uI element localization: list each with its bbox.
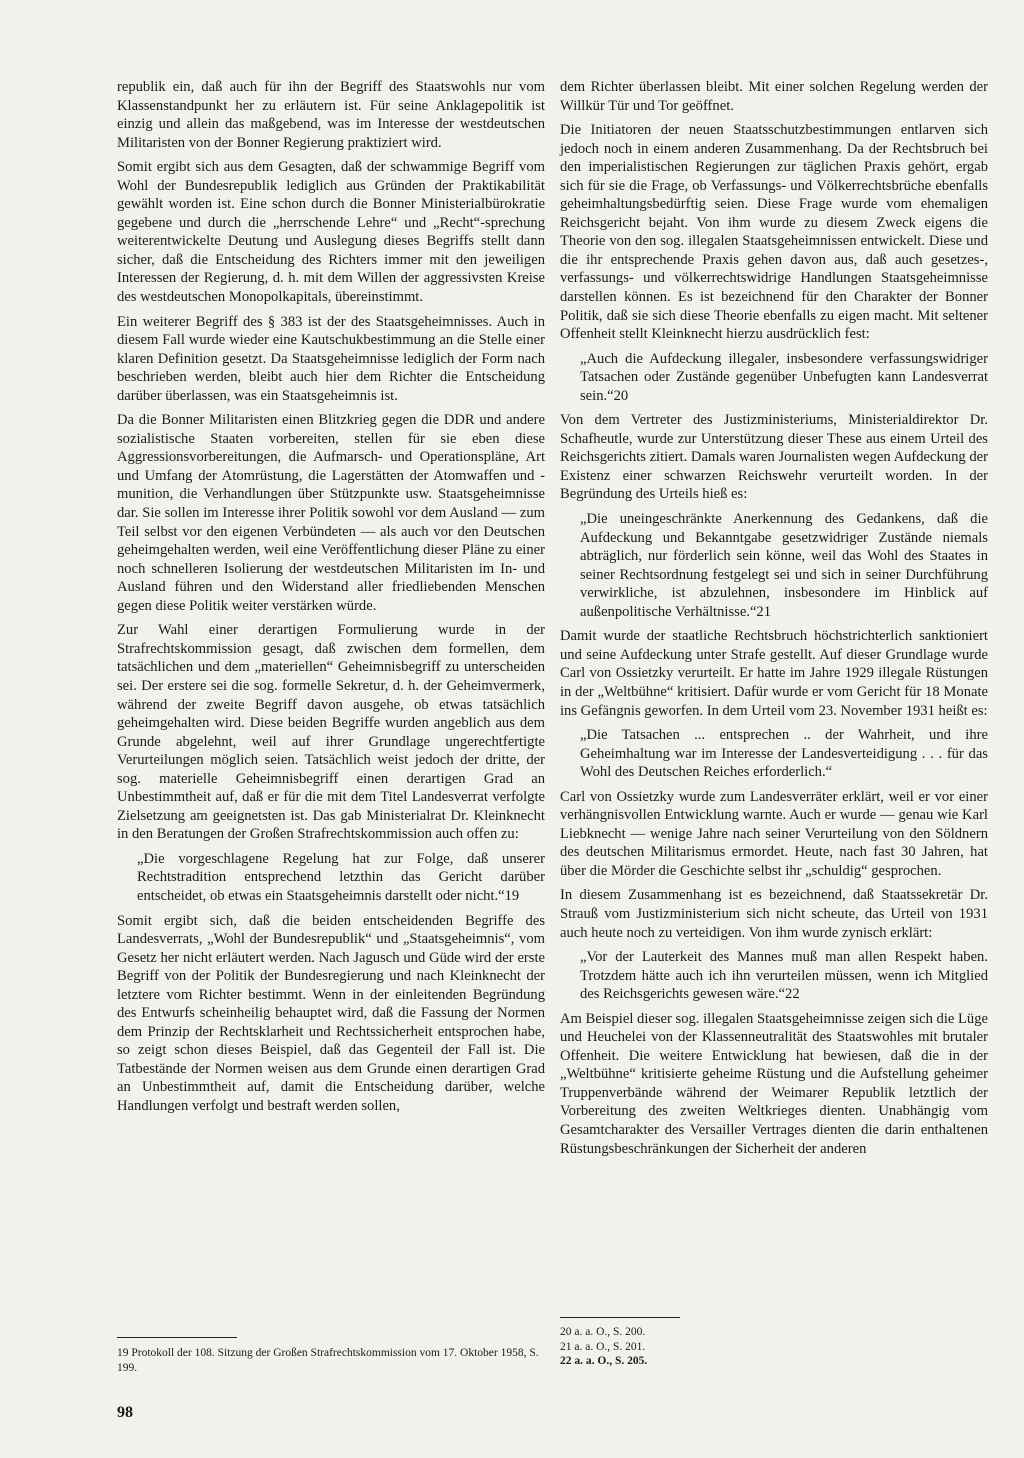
footnote: 19 Protokoll der 108. Sitzung der Großen Strafrechtskommission vom 17. Oktober 1958, S. 199. bbox=[117, 1347, 539, 1374]
block-quote: „Die Tatsachen ... entsprechen .. der Wahrheit, und ihre Geheimhaltung war im Interesse der Landesverteidigung . . . für das Wohl des Deutschen Reiches erforderlich.“ bbox=[580, 727, 988, 781]
block-quote: „Die uneingeschränkte Anerkennung des Gedankens, daß die Aufdeckung und Bekanntgabe gesetzwidriger Zustände niemals abträglich, nur förderlich sein könne, weil das Wohl des Staates in seiner Rechtsordnung festgelegt sei und sich in seiner Durchführung verwirkliche, ist abzulehnen, insbesondere im Hinblick auf außenpolitische Verhältnisse.“21 bbox=[580, 511, 988, 620]
left-column bbox=[117, 78, 545, 1122]
paragraph: Somit ergibt sich, daß die beiden entscheidenden Begriffe des Landesverrats, „Wohl der Bundesrepublik“ und „Staatsgeheimnis“, vom Gesetz her nicht erläutert werden. Nach Jagusch und Güde wird der erste Begriff von der Politik der Bundesregierung und nach Kleinknecht der letztere vom Richter bestimmt. Wenn in der einleitenden Begründung des Entwurfs scheinheilig behauptet wird, daß die Fassung der Normen dem Prinzip der Rechtsklarheit und Rechtssicherheit entsprochen habe, so zeigt schon dieses Beispiel, daß das Gegenteil der Fall ist. Die Tatbestände der Normen weisen aus dem Grunde einen derartigen Grad an Unbestimmtheit auf, damit die Entscheidung darüber, welche Handlungen verfolgt und bestraft werden sollen, bbox=[117, 912, 545, 1114]
paragraph: In diesem Zusammenhang ist es bezeichnend, daß Staatssekretär Dr. Strauß vom Justizministerium sich nicht scheute, das Urteil von 1931 auch heute noch zu verteidigen. Von ihm wurde zynisch erklärt: bbox=[560, 887, 988, 941]
footnote: 22 a. a. O., S. 205. bbox=[560, 1355, 648, 1367]
block-quote: „Die vorgeschlagene Regelung hat zur Folge, daß unserer Rechtstradition entsprechend letzthin das Gericht darüber entscheidet, ob etwas ein Staatsgeheimnis darstellt oder nicht.“19 bbox=[137, 850, 545, 904]
paragraph: Damit wurde der staatliche Rechtsbruch höchstrichterlich sanktioniert und seine Aufdeckung unter Strafe gestellt. Auf dieser Grundlage wurde Carl von Ossietzky verurteilt. Er hatte im Jahre 1929 illegale Rüstungen in der „Weltbühne“ kritisiert. Dafür wurde er vom Gericht für 18 Monate ins Gefängnis geworfen. In dem Urteil vom 23. November 1931 heißt es: bbox=[560, 628, 988, 719]
paragraph: Somit ergibt sich aus dem Gesagten, daß der schwammige Begriff vom Wohl der Bundesrepublik lediglich aus Gründen der Praktikabilität gewählt worden ist. Eine schon durch die Bonner Ministerialbürokratie gegebene und durch die „herrschende Lehre“ und „Recht“-sprechung weiterentwickelte Deutung und Auslegung dieses Begriffs stellt dann sicher, daß die Entscheidung des Richters immer mit den jeweiligen Interessen der Regierung, d. h. mit dem Willen der aggressivsten Kreise des westdeutschen Monopolkapitals, übereinstimmt. bbox=[117, 159, 545, 306]
paragraph: Die Initiatoren der neuen Staatsschutzbestimmungen entlarven sich jedoch noch in einem anderen Zusammenhang. Da der Rechtsbruch bei den imperialistischen Regierungen zur täglichen Praxis gehört, ergab sich für sie die Frage, ob Verfassungs- und Völkerrechtsbrüche ebenfalls geheimhaltungsbedürftig seien. Diese Frage wurde vom ehemaligen Reichsgericht bejaht. Von ihm wurde zu diesem Zweck eigens die Theorie von den sog. illegalen Staatsgeheimnissen entwickelt. Diese und die ihr entsprechende Praxis gehen davon aus, daß auch gesetzes-, verfassungs- und völkerrechtswidrige Handlungen Staatsgeheimnisse darstellen können. Es ist bezeichnend für den Charakter der Bonner Politik, daß sie sich diese Theorie ebenfalls zu eigen macht. Mit seltener Offenheit stellt Kleinknecht hierzu ausdrücklich fest: bbox=[560, 122, 988, 343]
footnote-divider bbox=[117, 1337, 237, 1338]
footnotes-left bbox=[117, 1346, 545, 1375]
paragraph: Am Beispiel dieser sog. illegalen Staatsgeheimnisse zeigen sich die Lüge und Heuchelei von der Klassenneutralität des Staatswohles mit brutaler Offenheit. Die weitere Entwicklung hat bewiesen, daß die in der „Weltbühne“ kritisierte geheime Rüstung und die Aufstellung geheimer Truppenverbände während der Weimarer Republik letztlich der Vorbereitung des zweiten Weltkrieges dienten. Unabhängig vom Gesamtcharakter des Versailler Vertrages dienten die darin enthaltenen Rüstungsbeschränkungen der Sicherheit der anderen bbox=[560, 1010, 988, 1157]
block-quote: „Auch die Aufdeckung illegaler, insbesondere verfassungswidriger Tatsachen oder Zustände gegenüber Unbefugten kann Landesverrat sein.“20 bbox=[580, 350, 988, 404]
paragraph: republik ein, daß auch für ihn der Begriff des Staatswohls nur vom Klassenstandpunkt her zu erläutern ist. Für seine Anklagepolitik ist einzig und allein das maßgebend, was im Interesse der westdeutschen Militaristen von der Bonner Regierung praktiziert wird. bbox=[117, 79, 545, 151]
paragraph: Von dem Vertreter des Justizministeriums, Ministerialdirektor Dr. Schafheutle, wurde zur Unterstützung dieser These aus einem Urteil des Reichsgerichts zitiert. Damals waren Journalisten wegen Aufdeckung der Existenz einer schwarzen Reichswehr verurteilt worden. In der Begründung des Urteils hieß es: bbox=[560, 412, 988, 503]
paragraph: Zur Wahl einer derartigen Formulierung wurde in der Strafrechtskommission gesagt, daß zwischen dem formellen, dem tatsächlichen und dem „materiellen“ Geheimnisbegriff zu unterscheiden sei. Der erstere sei die sog. formelle Sekretur, d. h. der Geheimvermerk, während der zweite Begriff davon ausgehe, ob etwas tatsächlich geheimgehalten wird. Diese beiden Begriffe wurden angeblich aus dem Grunde abgelehnt, weil auf ihrer Grundlage ungerechtfertigte Verurteilungen möglich seien. Tatsächlich weist jedoch der dritte, der sog. materielle Geheimnisbegriff einen derartigen Grad an Unbestimmtheit auf, daß er für die mit dem Titel Landesverrat verfolgte Zielsetzung am geeignetsten ist. Das gab Ministerialrat Dr. Kleinknecht in den Beratungen der Großen Strafrechtskommission auch offen zu: bbox=[117, 622, 545, 843]
paragraph: Ein weiterer Begriff des § 383 ist der des Staatsgeheimnisses. Auch in diesem Fall wurde wieder eine Kautschukbestimmung an die Stelle einer klaren Definition gesetzt. Da Staatsgeheimnisse lediglich der Form nach beschrieben werden, bleibt auch hier dem Richter die Entscheidung darüber überlassen, was ein Staatsgeheimnis ist. bbox=[117, 313, 545, 404]
paragraph: Carl von Ossietzky wurde zum Landesverräter erklärt, weil er vor einer verhängnisvollen Entwicklung warnte. Auch er wurde — genau wie Karl Liebknecht — wenige Jahre nach seiner Verurteilung von den Söldnern des deutschen Militarismus ermordet. Heute, nach fast 30 Jahren, hat über die Mörder die Geschichte selbst ihr „schuldig“ gesprochen. bbox=[560, 788, 988, 879]
paragraph: Da die Bonner Militaristen einen Blitzkrieg gegen die DDR und andere sozialistische Staaten vorbereiten, stellen für sie eben diese Aggressionsvorbereitungen, die Aufmarsch- und Operationspläne, Art und Umfang der Atomrüstung, die Lagerstätten der Atomwaffen und -munition, die Verhandlungen über Stützpunkte usw. Staatsgeheimnisse dar. Sie sollen im Interesse ihrer Politik sowohl vor dem Ausland — zum Teil selbst vor den eigenen Verbündeten — als auch vor den Deutschen geheimgehalten werden, weil eine Veröffentlichung dieser Pläne zu einer noch schnelleren Isolierung der westdeutschen Militaristen im In- und Ausland führen und den Widerstand aller friedliebenden Menschen gegen diese Politik weiter verstärken würde. bbox=[117, 412, 545, 614]
block-quote: „Vor der Lauterkeit des Mannes muß man allen Respekt haben. Trotzdem hätte auch ich ihn verurteilen müssen, wenn ich Mitglied des Reichsgerichts gewesen wäre.“22 bbox=[580, 949, 988, 1003]
paragraph: dem Richter überlassen bleibt. Mit einer solchen Regelung werden der Willkür Tür und Tor geöffnet. bbox=[560, 79, 988, 114]
footnote: 20 a. a. O., S. 200. bbox=[560, 1326, 646, 1338]
footnote: 21 a. a. O., S. 201. bbox=[560, 1340, 646, 1353]
page-number: 98 bbox=[117, 1404, 133, 1421]
footnote-divider bbox=[560, 1317, 680, 1318]
footnotes-right bbox=[560, 1325, 988, 1369]
right-column bbox=[560, 78, 988, 1164]
